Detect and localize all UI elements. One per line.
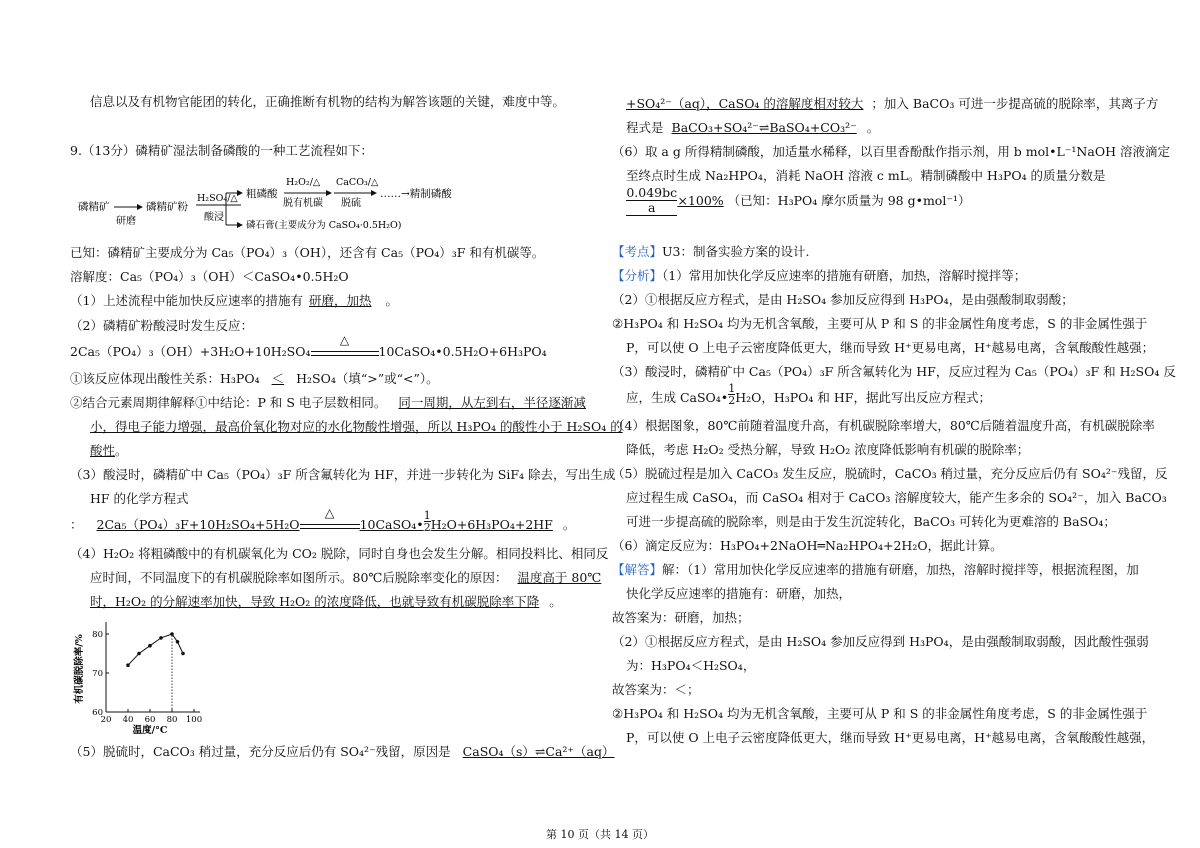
q2b-line-3 — [90, 443, 128, 459]
continuation-line: 信息以及有机物官能团的转化，正确推断有机物的结构为解答该题的关键，难度中等。 — [90, 94, 566, 109]
jieda-3a: ②H₃PO₄ 和 H₂SO₄ 均为无机含氧酸，主要可从 P 和 S 的非金属性角度考虑，S 的非金属性强于 — [612, 706, 1148, 721]
q2b-line-1 — [70, 395, 586, 411]
data-point — [176, 640, 180, 644]
q2b-end: 。 — [115, 443, 128, 458]
removal-rate-chart — [72, 616, 222, 740]
q1-answer: 研磨，加热 — [308, 293, 372, 308]
page-footer: 第 10 页（共 14 页） — [546, 828, 654, 841]
r1-post: ；加入 BaCO₃ 可进一步提高硫的脱除率，其离子方 — [871, 96, 1159, 111]
q3-answer-line — [70, 505, 576, 534]
fenxi-4b-num: 1 — [728, 382, 736, 395]
fenxi-1: （1）常用加快化学反应速率的措施有研磨，加热，溶解时搅拌等； — [662, 268, 1027, 283]
data-point — [181, 652, 185, 656]
fenxi-4b — [626, 382, 991, 407]
data-point — [126, 663, 130, 667]
eq1-right: 10CaSO₄•0.5H₂O+6H₃PO₄ — [378, 344, 547, 359]
y-tick-label: 70 — [92, 669, 103, 679]
q4-line-2 — [90, 570, 601, 586]
q4-answer-1: 温度高于 80℃ — [517, 570, 602, 585]
q6-line-2: 至终点时生成 Na₂HPO₄，消耗 NaOH 溶液 c mL。精制磷酸中 H₃PO₄ 的质量分数是 — [626, 168, 1106, 183]
kaodian-text: U3：制备实验方案的设计. — [662, 244, 810, 259]
y-tick-label: 60 — [92, 708, 103, 718]
q3-condition — [300, 505, 360, 533]
fenxi-3b: P，可以使 O 上电子云密度降低更大，继而导致 H⁺更易电离，H⁺越易电离，含氧酸酸性越强； — [626, 340, 1155, 355]
kaodian-line — [612, 244, 809, 260]
q2b-answer-2: 小，得电子能力增强，最高价氧化物对应的水化物酸性增强，所以 H₃PO₄ 的酸性小于 H₂SO₄ 的 — [90, 419, 623, 434]
q1-line — [70, 293, 398, 309]
series-line — [128, 634, 183, 665]
jieda-3b: P，可以使 O 上电子云密度降低更大，继而导致 H⁺更易电离，H⁺越易电离，含氧酸酸性越强， — [626, 730, 1155, 745]
q6-fraction — [626, 186, 677, 216]
r2-answer: BaCO₃+SO₄²⁻⇌BaSO₄+CO₃²⁻ — [671, 120, 857, 135]
question-heading: 9.（13分）磷精矿湿法制备磷酸的一种工艺流程如下： — [70, 143, 373, 158]
fenxi-2: （2）①根据反应方程式，是由 H₂SO₄ 参加反应得到 H₃PO₄，是由强酸制取弱酸； — [612, 292, 1074, 307]
r2-pre: 程式是 — [626, 120, 664, 135]
q5-pre: （5）脱硫时，CaCO₃ 稍过量，充分反应后仍有 SO₄²⁻残留，原因是 — [70, 744, 451, 759]
q2-text: （2）磷精矿粉酸浸时发生反应： — [70, 318, 253, 333]
fenxi-tag: 【分析】 — [612, 268, 663, 283]
jieda-2c: 故答案为：＜； — [612, 682, 700, 697]
flow-byproduct: 磷石膏(主要成分为 CaSO₄·0.5H₂O) — [246, 220, 402, 231]
eq1-heat: △ — [339, 333, 350, 347]
q3-frac-num: 1 — [423, 509, 431, 522]
q4-pre: 应时间，不同温度下的有机碳脱除率如图所示。80℃后脱除率变化的原因： — [90, 570, 508, 585]
x-axis-label: 温度/°C — [132, 725, 168, 736]
x-tick-label: 20 — [100, 715, 112, 725]
q3-frac-den: 2 — [423, 521, 431, 534]
q6-note: （已知：H₃PO₄ 摩尔质量为 98 g•mol⁻¹） — [727, 193, 971, 208]
q3-answer-left: 2Ca₅（PO₄）₃F+10H₂SO₄+5H₂O — [96, 517, 300, 532]
flow-node-3: 粗磷酸 — [246, 188, 278, 200]
jieda-1c: 故答案为：研磨，加热； — [612, 610, 750, 625]
q6-answer — [626, 186, 970, 216]
fenxi-line — [612, 268, 1026, 284]
q2a-line — [70, 371, 439, 387]
y-tick-label: 80 — [92, 630, 103, 640]
fenxi-5a: （4）根据图象，80℃前随着温度升高，有机碳脱除率增大，80℃后随着温度升高，有机碳脱除率 — [612, 418, 1155, 433]
flow-label-acid-top: H₂SO₄/△ — [197, 193, 238, 204]
flow-label-caco3: CaCO₃/△ — [336, 177, 379, 188]
q2b-answer-3: 酸性 — [90, 443, 116, 458]
q3-colon: ： — [70, 517, 83, 532]
q3-fraction — [424, 510, 431, 533]
q2b-pre: ②结合元素周期律解释①中结论：P 和 S 电子层数相同。 — [70, 395, 387, 410]
q3-answer-mid: 10CaSO₄• — [359, 517, 424, 532]
q4-line-1: （4）H₂O₂ 将粗磷酸中的有机碳氧化为 CO₂ 脱除，同时自身也会发生分解。相同投料比、相同反 — [70, 546, 609, 561]
q3-answer-right: H₂O+6H₃PO₄+2HF — [430, 517, 553, 532]
flow-label-grind: 研磨 — [116, 216, 136, 227]
q4-end: 。 — [549, 594, 562, 609]
x-tick-label: 100 — [185, 715, 203, 725]
eq1-condition — [311, 333, 379, 360]
data-point — [170, 632, 174, 636]
flow-label-acid-leach: 酸浸 — [204, 212, 224, 223]
jieda-2a: （2）①根据反应方程式，是由 H₂SO₄ 参加反应得到 H₃PO₄，是由强酸制取弱酸，因此酸性强弱 — [612, 634, 1149, 649]
q1-text: （1）上述流程中能加快反应速率的措施有 — [70, 293, 303, 308]
x-tick-label: 80 — [166, 715, 178, 725]
q1-end: 。 — [385, 293, 398, 308]
jieda-2b: 为：H₃PO₄＜H₂SO₄， — [626, 658, 756, 673]
fenxi-4b-den: 2 — [728, 394, 736, 407]
fenxi-4b-pre: 应，生成 CaSO₄• — [626, 390, 729, 405]
q3-end: 。 — [562, 517, 576, 532]
q4-answer-2: 时，H₂O₂ 的分解速率加快，导致 H₂O₂ 的浓度降低，也就导致有机碳脱除率下降 — [90, 594, 540, 609]
q6-frac-num: 0.049bc — [626, 185, 678, 200]
flow-label-desulfur: 脱硫 — [341, 198, 361, 209]
data-point — [137, 652, 141, 656]
data-point — [159, 636, 163, 640]
jieda-1b: 快化学反应速率的措施有：研磨，加热， — [626, 586, 852, 601]
q6-frac-den: a — [626, 201, 677, 216]
flow-node-1: 磷精矿 — [78, 201, 110, 213]
r1-answer: +SO₄²⁻（aq），CaSO₄ 的溶解度相对较大 — [626, 96, 864, 111]
r2-end: 。 — [866, 120, 880, 135]
fenxi-6b: 应过程生成 CaSO₄，而 CaSO₄ 相对于 CaCO₃ 溶解度较大，能产生多余的 SO₄²⁻，加入 BaCO₃ — [626, 490, 1167, 505]
x-tick-label: 40 — [122, 715, 134, 725]
fenxi-6c: 可进一步提高硫的脱除率，则是由于发生沉淀转化，BaCO₃ 可转化为更难溶的 BaSO₄； — [626, 514, 1116, 529]
flow-label-decarbon: 脱有机碳 — [283, 198, 323, 209]
y-axis-label: 有机碳脱除率/% — [74, 634, 85, 704]
q5-answer: CaSO₄（s）⇌Ca²⁺（aq） — [462, 744, 615, 759]
q5-line — [70, 744, 614, 760]
data-point — [148, 644, 152, 648]
q2a-answer: ＜ — [271, 371, 285, 386]
q6-line-1: （6）取 a g 所得精制磷酸，加适量水稀释，以百里香酚酞作指示剂，用 b mol•L⁻¹NaOH 溶液滴定 — [612, 144, 1170, 159]
q2a-post: H₂SO₄（填“>”或“<”）。 — [296, 371, 439, 386]
flow-label-h2o2: H₂O₂/△ — [286, 177, 321, 188]
q3-line-2: HF 的化学方程式 — [90, 491, 189, 506]
fenxi-3a: ②H₃PO₄ 和 H₂SO₄ 均为无机含氧酸，主要可从 P 和 S 的非金属性角度考虑，S 的非金属性强于 — [612, 316, 1148, 331]
fenxi-7: （6）滴定反应为：H₃PO₄+2NaOH═Na₂HPO₄+2H₂O，据此计算。 — [612, 538, 1003, 553]
fenxi-5b: 降低，考虑 H₂O₂ 受热分解，导致 H₂O₂ 浓度降低影响有机碳的脱除率； — [626, 442, 1030, 457]
fenxi-4a: （3）酸浸时，磷精矿中 Ca₅（PO₄）₃F 所含氟转化为 HF，反应过程为 Ca₅（PO₄）₃F 和 H₂SO₄ 反 — [612, 364, 1176, 379]
r2-line — [626, 120, 879, 136]
flow-node-4: ……→精制磷酸 — [380, 188, 452, 200]
known-solubility: 溶解度：Ca₅（PO₄）₃（OH）＜CaSO₄•0.5H₂O — [70, 269, 349, 284]
kaodian-tag: 【考点】 — [612, 244, 663, 259]
q3-heat: △ — [324, 505, 335, 520]
fenxi-6a: （5）脱硫过程是加入 CaCO₃ 发生反应，脱硫时，CaCO₃ 稍过量，充分反应后仍有 SO₄²⁻残留，反 — [612, 466, 1168, 481]
q3-line-1: （3）酸浸时，磷精矿中 Ca₅（PO₄）₃F 所含氟转化为 HF，并进一步转化为 SiF₄ 除去，写出生成 — [70, 467, 616, 482]
jieda-tag: 【解答】 — [612, 562, 663, 577]
fenxi-4b-post: H₂O，H₃PO₄ 和 HF，据此写出反应方程式； — [735, 390, 991, 405]
eq1-left: 2Ca₅（PO₄）₃（OH）+3H₂O+10H₂SO₄ — [70, 344, 311, 359]
q2a-pre: ①该反应体现出酸性关系：H₃PO₄ — [70, 371, 260, 386]
jieda-1a: 解：（1）常用加快化学反应速率的措施有研磨，加热，溶解时搅拌等，根据流程图，加 — [662, 562, 1139, 577]
q2b-answer-1: 同一周期，从左到右，半径逐渐减 — [398, 395, 586, 410]
flow-node-2: 磷精矿粉 — [146, 201, 188, 213]
q4-line-3 — [90, 594, 562, 610]
jieda-line — [612, 562, 1139, 578]
process-flow-diagram — [76, 170, 496, 234]
equation-1 — [70, 333, 547, 360]
q6-answer-tail: ×100% — [677, 193, 724, 208]
known-composition: 已知：磷精矿主要成分为 Ca₅（PO₄）₃（OH），还含有 Ca₅（PO₄）₃F 和有机碳等。 — [70, 245, 545, 260]
r1-line — [626, 96, 1158, 112]
x-tick-label: 60 — [144, 715, 156, 725]
